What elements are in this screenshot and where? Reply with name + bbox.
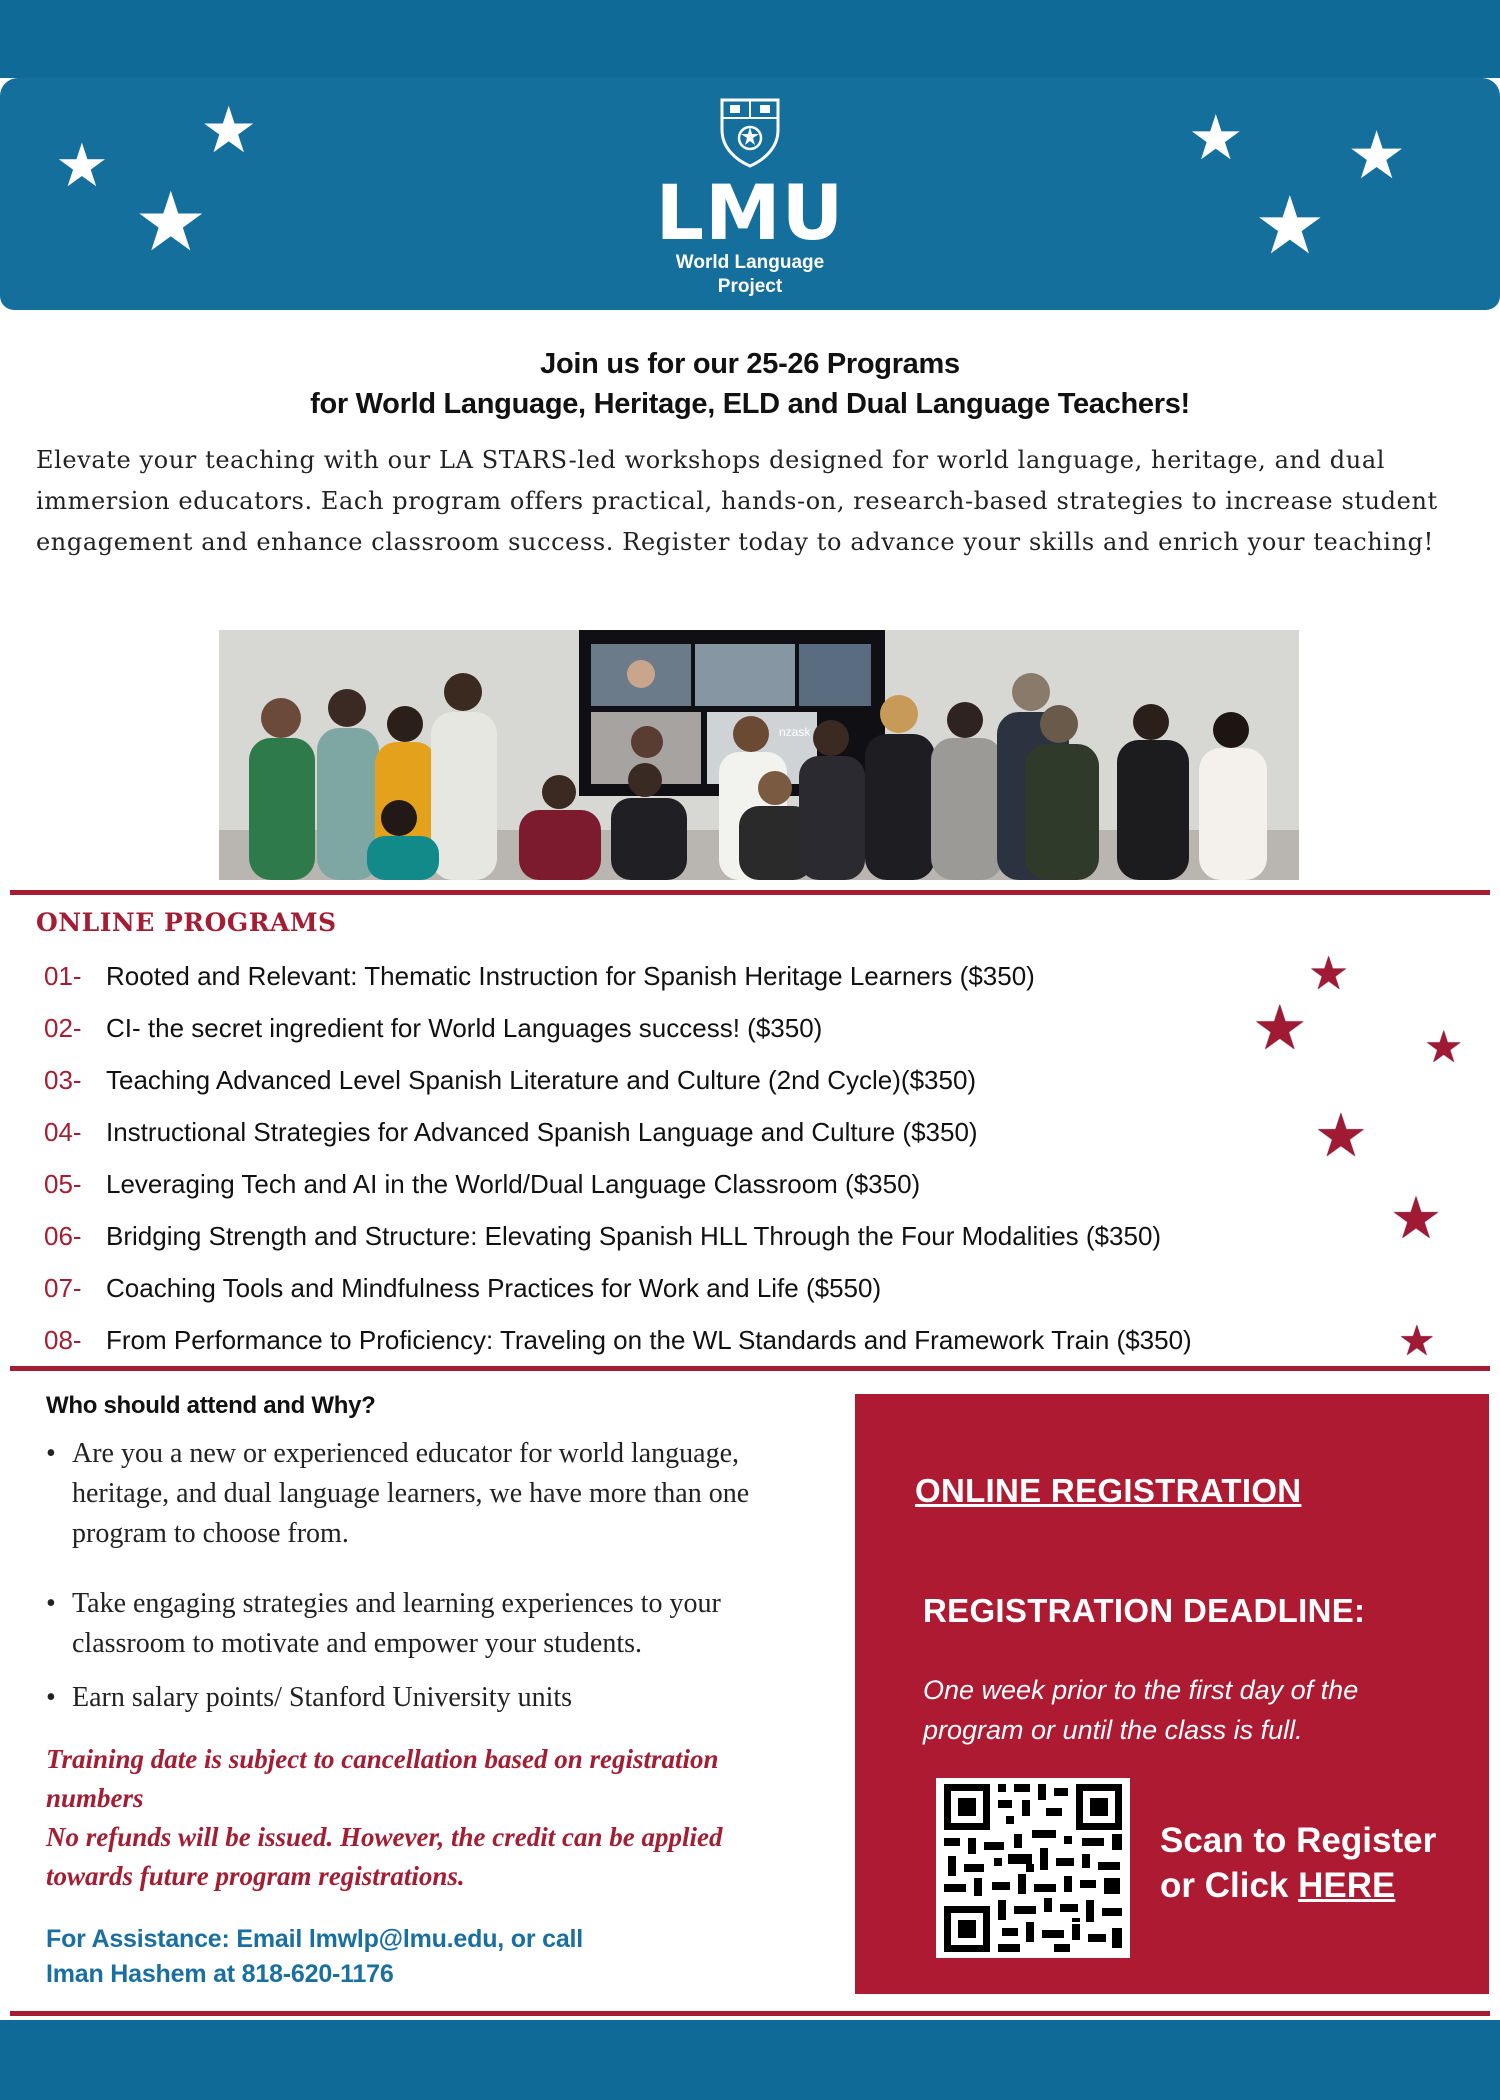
scan-line1: Scan to Register [1160, 1821, 1437, 1860]
shield-icon [718, 96, 782, 168]
who-bullet: • Take engaging strategies and learning experiences to your classroom to motivate and empower your students. [44, 1584, 824, 1664]
program-item[interactable] [44, 1210, 1192, 1262]
star-icon: ★ [1347, 118, 1407, 192]
group-photo-illustration [219, 630, 1299, 880]
online-programs-heading: ONLINE PROGRAMS [36, 908, 337, 937]
program-list [44, 950, 1192, 1366]
star-icon: ★ [55, 132, 109, 199]
refund-text: No refunds will be issued. However, the credit can be applied towards future program registrations. [46, 1822, 723, 1891]
star-icon: ★ [200, 94, 258, 166]
program-item[interactable] [44, 1054, 1192, 1106]
bottom-band [0, 2020, 1500, 2100]
who-bullet: • Earn salary points/ Stanford University units [44, 1678, 824, 1718]
headline-line2: for World Language, Heritage, ELD and Dual Language Teachers! [310, 388, 1190, 420]
registration-box [855, 1394, 1489, 1994]
scan-line2-prefix: or Click [1160, 1866, 1299, 1905]
photo-screen-label: nzask [779, 725, 811, 739]
program-number: 02- [44, 1013, 82, 1043]
assistance-line1: For Assistance: Email lmwlp@lmu.edu, or call [46, 1925, 584, 1953]
program-number: 06- [44, 1221, 82, 1251]
cancellation-note [46, 1740, 806, 1896]
program-number: 03- [44, 1065, 82, 1095]
program-title: Bridging Strength and Structure: Elevating Spanish HLL Through the Four Modalities ($350) [106, 1221, 1162, 1251]
program-number: 07- [44, 1273, 82, 1303]
program-title: Coaching Tools and Mindfulness Practices for Work and Life ($550) [106, 1273, 882, 1303]
qr-code-icon [936, 1778, 1130, 1958]
program-item[interactable] [44, 1158, 1192, 1210]
bottom-divider [10, 2011, 1490, 2016]
header-banner [0, 78, 1500, 310]
logo-wordmark: LMU [655, 168, 845, 257]
program-title: Leveraging Tech and AI in the World/Dual Language Classroom ($350) [106, 1169, 921, 1199]
headline-line1: Join us for our 25-26 Programs [540, 348, 960, 380]
scan-to-register [1160, 1818, 1436, 1908]
section-divider [10, 1366, 1490, 1371]
star-icon: ★ [1314, 1102, 1368, 1169]
cancellation-text: Training date is subject to cancellation based on registration numbers [46, 1744, 719, 1813]
section-divider [10, 890, 1490, 895]
logo-subtitle-line2: Project [717, 276, 783, 297]
group-photo [219, 630, 1299, 880]
program-number: 01- [44, 961, 82, 991]
star-icon: ★ [1390, 1186, 1442, 1251]
registration-deadline-label: REGISTRATION DEADLINE: [923, 1592, 1366, 1629]
program-title: Rooted and Relevant: Thematic Instruction for Spanish Heritage Learners ($350) [106, 961, 1035, 991]
who-should-attend-heading: Who should attend and Why? [46, 1392, 376, 1419]
page-headline [0, 344, 1500, 424]
registration-deadline-text: One week prior to the first day of the program or until the class is full. [923, 1675, 1359, 1745]
program-title: Teaching Advanced Level Spanish Literature and Culture (2nd Cycle)($350) [106, 1065, 977, 1095]
intro-paragraph: Elevate your teaching with our LA STARS-led workshops designed for world language, heritage, and dual immersion educators. Each program offers practical, hands-on, research-based strategies to increase student engagement and enhance classroom success. Register today to advance your skills and enrich your teaching! [36, 446, 1438, 556]
lmu-logo [650, 96, 850, 296]
star-icon: ★ [1188, 104, 1244, 173]
program-number: 04- [44, 1117, 82, 1147]
star-icon: ★ [1398, 1317, 1436, 1364]
program-title: Instructional Strategies for Advanced Spanish Language and Culture ($350) [106, 1117, 978, 1147]
assistance-line2: Iman Hashem at 818-620-1176 [46, 1960, 394, 1988]
star-icon: ★ [1424, 1023, 1464, 1072]
program-item[interactable] [44, 1262, 1192, 1314]
program-number: 05- [44, 1169, 82, 1199]
star-icon: ★ [1252, 994, 1308, 1063]
star-icon: ★ [1308, 947, 1350, 999]
qr-code[interactable] [936, 1778, 1130, 1958]
who-should-attend-list [44, 1434, 824, 1718]
program-number: 08- [44, 1325, 82, 1355]
star-icon: ★ [134, 177, 208, 268]
here-link[interactable]: HERE [1298, 1866, 1396, 1905]
logo-subtitle-line1: World Language [675, 252, 825, 273]
assistance-contact [46, 1922, 806, 1992]
star-icon: ★ [1254, 181, 1326, 270]
online-registration-link[interactable]: ONLINE REGISTRATION [915, 1472, 1302, 1509]
program-item[interactable] [44, 1002, 1192, 1054]
program-item[interactable] [44, 950, 1192, 1002]
program-item[interactable] [44, 1314, 1192, 1366]
top-band [0, 0, 1500, 78]
who-bullet: • Are you a new or experienced educator for world language, heritage, and dual language learners, we have more than one program to choose from. [44, 1434, 824, 1554]
program-title: CI- the secret ingredient for World Languages success! ($350) [106, 1013, 823, 1043]
program-item[interactable] [44, 1106, 1192, 1158]
program-title: From Performance to Proficiency: Traveling on the WL Standards and Framework Train ($350) [106, 1325, 1192, 1355]
